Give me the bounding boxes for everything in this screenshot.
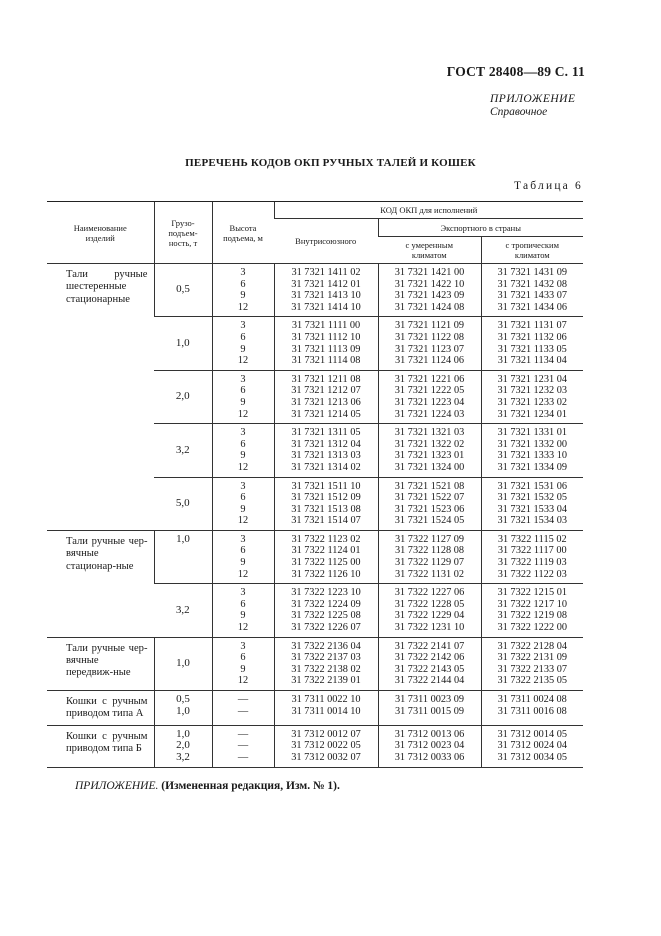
domestic-code-cell	[274, 317, 378, 370]
tropical-code-cell	[481, 264, 583, 317]
product-name: Кошки с ручным приводом типа Б	[47, 725, 154, 767]
height-cell-line: 9	[240, 290, 246, 302]
temperate-code-cell-line: 31 7321 1323 01	[394, 450, 465, 462]
footnote	[75, 780, 340, 792]
capacity-cell: 1,0	[154, 317, 212, 370]
tropical-code-cell-line: 31 7312 0034 05	[497, 752, 567, 763]
height-cell-line: 9	[240, 396, 246, 408]
height-cell	[212, 317, 274, 370]
height-cell	[212, 725, 274, 767]
height-cell-line: —	[237, 752, 249, 763]
temperate-code-cell-line: 31 7312 0013 06	[394, 728, 465, 740]
temperate-code-cell-line: 31 7322 1231 10	[394, 622, 465, 634]
tropical-code-cell-line: 31 7321 1431 09	[497, 267, 567, 278]
domestic-code-cell-line: 31 7321 1513 08	[291, 503, 361, 515]
capacity-cell: 3,2	[154, 424, 212, 477]
table-row	[47, 264, 583, 317]
domestic-code-cell-line: 31 7321 1512 09	[291, 492, 361, 504]
capacity-cell-line: 0,5	[176, 693, 190, 705]
tropical-code-cell-line: 31 7322 1122 03	[497, 568, 567, 580]
height-cell-line: 3	[240, 587, 246, 599]
temperate-code-cell	[378, 530, 481, 583]
height-cell-line: 9	[240, 610, 246, 622]
table-row	[47, 725, 583, 767]
header-export: Экспортного в страны	[378, 219, 583, 237]
temperate-code-cell-line: 31 7321 1321 03	[394, 427, 465, 439]
domestic-code-cell-line: 31 7321 1214 05	[291, 408, 361, 420]
height-cell-line: 12	[237, 675, 249, 687]
height-cell-line: 3	[240, 533, 246, 545]
height-cell-line: 3	[240, 373, 246, 385]
product-name: Тали ручные чер-вячные передвиж-ные	[47, 637, 154, 690]
height-cell-line: 3	[240, 267, 246, 278]
temperate-code-cell-line: 31 7312 0023 04	[394, 740, 465, 752]
temperate-code-cell	[378, 637, 481, 690]
domestic-code-cell-line: 31 7321 1312 04	[291, 438, 361, 450]
height-cell-line: 6	[240, 331, 246, 343]
tropical-code-cell-line: 31 7321 1534 03	[497, 515, 567, 527]
document-title: ПЕРЕЧЕНЬ КОДОВ ОКП РУЧНЫХ ТАЛЕЙ И КОШЕК	[185, 157, 476, 169]
temperate-code-cell-line: 31 7321 1422 10	[394, 278, 465, 290]
product-name: Кошки с ручным приводом типа А	[47, 691, 154, 726]
temperate-code-cell	[378, 424, 481, 477]
domestic-code-cell	[274, 264, 378, 317]
product-name: Тали ручные шестеренные стационарные	[47, 264, 154, 531]
tropical-code-cell-line: 31 7321 1234 01	[497, 408, 567, 420]
height-cell	[212, 264, 274, 317]
temperate-code-cell-line: 31 7322 1129 07	[394, 557, 465, 569]
temperate-code-cell-line: 31 7311 0023 09	[394, 694, 465, 705]
tropical-code-cell-line: 31 7322 1115 02	[497, 533, 567, 545]
tropical-code-cell-line: 31 7311 0024 08	[497, 694, 567, 705]
height-cell-line: 6	[240, 652, 246, 664]
appendix-type: Справочное	[490, 106, 548, 118]
temperate-code-cell-line: 31 7321 1523 06	[394, 503, 465, 515]
domestic-code-cell	[274, 530, 378, 583]
tropical-code-cell-line: 31 7311 0016 08	[497, 705, 567, 717]
temperate-code-cell-line: 31 7322 1229 04	[394, 610, 465, 622]
capacity-cell-line: 1,0	[176, 727, 190, 740]
domestic-code-cell-line: 31 7322 2139 01	[291, 675, 361, 687]
temperate-code-cell-line: 31 7321 1421 00	[394, 267, 465, 278]
height-cell-line: —	[237, 705, 249, 717]
capacity-cell: 3,2	[154, 584, 212, 637]
tropical-code-cell-line: 31 7321 1331 01	[497, 427, 567, 439]
height-cell	[212, 477, 274, 530]
temperate-code-cell-line: 31 7321 1423 09	[394, 290, 465, 302]
header-capacity: Грузо-подъем-ность, т	[154, 202, 212, 264]
temperate-code-cell-line: 31 7312 0033 06	[394, 752, 465, 763]
domestic-code-cell-line: 31 7321 1414 10	[291, 301, 361, 313]
temperate-code-cell-line: 31 7321 1123 07	[394, 343, 465, 355]
temperate-code-cell-line: 31 7321 1122 08	[394, 331, 465, 343]
domestic-code-cell	[274, 725, 378, 767]
height-cell-line: 3	[240, 480, 246, 492]
temperate-code-cell-line: 31 7321 1222 05	[394, 385, 465, 397]
header-name: Наименование изделий	[47, 202, 154, 264]
domestic-code-cell	[274, 424, 378, 477]
capacity-cell-line: 3,2	[176, 751, 190, 763]
domestic-code-cell-line: 31 7321 1412 01	[291, 278, 361, 290]
tropical-code-cell-line: 31 7312 0024 04	[497, 740, 567, 752]
tropical-code-cell	[481, 725, 583, 767]
tropical-code-cell-line: 31 7322 1215 01	[497, 587, 567, 599]
height-cell-line: 6	[240, 278, 246, 290]
temperate-code-cell-line: 31 7322 1131 02	[394, 568, 465, 580]
tropical-code-cell-line: 31 7322 2128 04	[497, 640, 567, 652]
tropical-code-cell-line: 31 7322 2133 07	[497, 663, 567, 675]
domestic-code-cell-line: 31 7311 0014 10	[291, 705, 361, 717]
temperate-code-cell-line: 31 7322 1228 05	[394, 598, 465, 610]
capacity-cell: 1,0	[154, 530, 212, 583]
temperate-code-cell-line: 31 7322 2144 04	[394, 675, 465, 687]
tropical-code-cell	[481, 477, 583, 530]
capacity-cell: 0,5	[154, 264, 212, 317]
tropical-code-cell-line: 31 7321 1232 03	[497, 385, 567, 397]
height-cell-line: 12	[237, 355, 249, 367]
temperate-code-cell-line: 31 7322 1127 09	[394, 533, 465, 545]
tropical-code-cell-line: 31 7321 1532 05	[497, 492, 567, 504]
temperate-code-cell-line: 31 7322 2141 07	[394, 640, 465, 652]
tropical-code-cell-line: 31 7322 2135 05	[497, 675, 567, 687]
temperate-code-cell	[378, 725, 481, 767]
temperate-code-cell-line: 31 7321 1522 07	[394, 492, 465, 504]
height-cell	[212, 691, 274, 726]
tropical-code-cell-line: 31 7322 1217 10	[497, 598, 567, 610]
temperate-code-cell	[378, 584, 481, 637]
domestic-code-cell-line: 31 7312 0022 05	[291, 740, 361, 752]
domestic-code-cell-line: 31 7321 1212 07	[291, 385, 361, 397]
tropical-code-cell-line: 31 7321 1434 06	[497, 301, 567, 313]
table-number: Таблица 6	[514, 180, 583, 192]
header-height: Высота подъема, м	[212, 202, 274, 264]
table-header	[47, 202, 583, 264]
temperate-code-cell-line: 31 7321 1424 08	[394, 301, 465, 313]
tropical-code-cell-line: 31 7322 2131 09	[497, 652, 567, 664]
tropical-code-cell-line: 31 7321 1231 04	[497, 373, 567, 385]
height-cell-line: 3	[240, 640, 246, 652]
height-cell-line: 9	[240, 343, 246, 355]
domestic-code-cell-line: 31 7322 1123 02	[291, 533, 361, 545]
domestic-code-cell-line: 31 7321 1113 09	[291, 343, 361, 355]
domestic-code-cell-line: 31 7321 1514 07	[291, 515, 361, 527]
height-cell-line: 6	[240, 492, 246, 504]
temperate-code-cell-line: 31 7322 2142 06	[394, 652, 465, 664]
tropical-code-cell-line: 31 7321 1533 04	[497, 503, 567, 515]
domestic-code-cell	[274, 637, 378, 690]
height-cell-line: 9	[240, 450, 246, 462]
table-row	[47, 691, 583, 726]
tropical-code-cell-line: 31 7322 1119 03	[497, 557, 567, 569]
tropical-code-cell-line: 31 7321 1233 02	[497, 396, 567, 408]
temperate-code-cell-line: 31 7321 1324 00	[394, 461, 465, 473]
capacity-cell: 2,0	[154, 370, 212, 423]
product-name: Тали ручные чер-вячные стационар-ные	[47, 530, 154, 637]
tropical-code-cell-line: 31 7322 1219 08	[497, 610, 567, 622]
header-okp-code: КОД ОКП для исполнений	[274, 202, 583, 219]
domestic-code-cell	[274, 477, 378, 530]
height-cell-line: 12	[237, 301, 249, 313]
domestic-code-cell-line: 31 7321 1111 00	[291, 320, 361, 332]
height-cell-line: —	[237, 740, 249, 752]
tropical-code-cell	[481, 317, 583, 370]
height-cell-line: 12	[237, 461, 249, 473]
temperate-code-cell-line: 31 7321 1221 06	[394, 373, 465, 385]
temperate-code-cell	[378, 264, 481, 317]
domestic-code-cell-line: 31 7322 1224 09	[291, 598, 361, 610]
appendix-title: ПРИЛОЖЕНИЕ	[490, 93, 576, 105]
header-domestic: Внутрисоюзного	[274, 219, 378, 264]
tropical-code-cell-line: 31 7321 1432 08	[497, 278, 567, 290]
height-cell-line: 6	[240, 438, 246, 450]
domestic-code-cell-line: 31 7321 1211 08	[291, 373, 361, 385]
temperate-code-cell	[378, 317, 481, 370]
okp-codes-table	[47, 201, 583, 768]
domestic-code-cell-line: 31 7322 1225 08	[291, 610, 361, 622]
domestic-code-cell-line: 31 7322 1124 01	[291, 545, 361, 557]
temperate-code-cell-line: 31 7311 0015 09	[394, 705, 465, 717]
height-cell-line: —	[237, 728, 249, 740]
tropical-code-cell-line: 31 7321 1132 06	[497, 331, 567, 343]
tropical-code-cell	[481, 691, 583, 726]
domestic-code-cell-line: 31 7321 1313 03	[291, 450, 361, 462]
domestic-code-cell-line: 31 7322 1125 00	[291, 557, 361, 569]
temperate-code-cell-line: 31 7322 2143 05	[394, 663, 465, 675]
tropical-code-cell	[481, 424, 583, 477]
appendix-label	[490, 93, 575, 119]
capacity-cell-line: 2,0	[176, 739, 190, 752]
height-cell-line: 3	[240, 427, 246, 439]
temperate-code-cell-line: 31 7322 1128 08	[394, 545, 465, 557]
table-body	[47, 264, 583, 768]
height-cell-line: 3	[240, 320, 246, 332]
height-cell-line: 6	[240, 598, 246, 610]
domestic-code-cell-line: 31 7312 0032 07	[291, 752, 361, 763]
domestic-code-cell	[274, 584, 378, 637]
height-cell	[212, 370, 274, 423]
temperate-code-cell	[378, 370, 481, 423]
tropical-code-cell-line: 31 7321 1133 05	[497, 343, 567, 355]
domestic-code-cell-line: 31 7321 1311 05	[291, 427, 361, 439]
capacity-cell-line: 1,0	[176, 704, 190, 717]
domestic-code-cell-line: 31 7311 0022 10	[291, 694, 361, 705]
temperate-code-cell-line: 31 7321 1521 08	[394, 480, 465, 492]
temperate-code-cell-line: 31 7321 1524 05	[394, 515, 465, 527]
height-cell-line: 12	[237, 568, 249, 580]
domestic-code-cell-line: 31 7322 1126 10	[291, 568, 361, 580]
tropical-code-cell-line: 31 7321 1334 09	[497, 461, 567, 473]
domestic-code-cell-line: 31 7321 1114 08	[291, 355, 361, 367]
domestic-code-cell-line: 31 7322 2137 03	[291, 652, 361, 664]
temperate-code-cell-line: 31 7321 1124 06	[394, 355, 465, 367]
domestic-code-cell-line: 31 7321 1314 02	[291, 461, 361, 473]
tropical-code-cell	[481, 370, 583, 423]
domestic-code-cell-line: 31 7321 1213 06	[291, 396, 361, 408]
height-cell-line: 6	[240, 385, 246, 397]
domestic-code-cell-line: 31 7322 1223 10	[291, 587, 361, 599]
temperate-code-cell-line: 31 7321 1223 04	[394, 396, 465, 408]
height-cell-line: 6	[240, 545, 246, 557]
height-cell	[212, 530, 274, 583]
tropical-code-cell	[481, 637, 583, 690]
domestic-code-cell	[274, 370, 378, 423]
temperate-code-cell-line: 31 7321 1121 09	[394, 320, 465, 332]
domestic-code-cell-line: 31 7322 2138 02	[291, 663, 361, 675]
footnote-label: ПРИЛОЖЕНИЕ.	[75, 780, 159, 792]
tropical-code-cell-line: 31 7321 1332 00	[497, 438, 567, 450]
tropical-code-cell-line: 31 7312 0014 05	[497, 728, 567, 740]
tropical-code-cell-line: 31 7322 1222 00	[497, 622, 567, 634]
height-cell-line: 12	[237, 515, 249, 527]
height-cell	[212, 424, 274, 477]
domestic-code-cell-line: 31 7312 0012 07	[291, 728, 361, 740]
height-cell-line: 9	[240, 557, 246, 569]
domestic-code-cell	[274, 691, 378, 726]
table-row	[47, 530, 583, 583]
capacity-cell: 1,0	[154, 637, 212, 690]
tropical-code-cell-line: 31 7321 1131 07	[497, 320, 567, 332]
header-temperate-climate: с умеренным климатом	[378, 237, 481, 264]
domestic-code-cell-line: 31 7321 1413 10	[291, 290, 361, 302]
domestic-code-cell-line: 31 7321 1411 02	[291, 267, 361, 278]
domestic-code-cell-line: 31 7322 1226 07	[291, 622, 361, 634]
height-cell	[212, 637, 274, 690]
temperate-code-cell-line: 31 7321 1322 02	[394, 438, 465, 450]
domestic-code-cell-line: 31 7322 2136 04	[291, 640, 361, 652]
tropical-code-cell-line: 31 7322 1117 00	[497, 545, 567, 557]
height-cell-line: 12	[237, 408, 249, 420]
capacity-cell	[154, 691, 212, 726]
height-cell-line: 12	[237, 622, 249, 634]
temperate-code-cell-line: 31 7321 1224 03	[394, 408, 465, 420]
table-row	[47, 637, 583, 690]
height-cell-line: 9	[240, 663, 246, 675]
height-cell-line: —	[237, 694, 249, 705]
page-header-standard: ГОСТ 28408—89 С. 11	[446, 64, 585, 79]
temperate-code-cell-line: 31 7322 1227 06	[394, 587, 465, 599]
height-cell-line: 9	[240, 503, 246, 515]
tropical-code-cell-line: 31 7321 1531 06	[497, 480, 567, 492]
temperate-code-cell	[378, 691, 481, 726]
tropical-code-cell-line: 31 7321 1433 07	[497, 290, 567, 302]
temperate-code-cell	[378, 477, 481, 530]
capacity-cell: 5,0	[154, 477, 212, 530]
tropical-code-cell	[481, 530, 583, 583]
domestic-code-cell-line: 31 7321 1112 10	[291, 331, 361, 343]
height-cell	[212, 584, 274, 637]
tropical-code-cell-line: 31 7321 1333 10	[497, 450, 567, 462]
capacity-cell	[154, 725, 212, 767]
tropical-code-cell-line: 31 7321 1134 04	[497, 355, 567, 367]
footnote-text: (Измененная редакция, Изм. № 1).	[161, 780, 340, 792]
header-tropical-climate: с тропическим климатом	[481, 237, 583, 264]
tropical-code-cell	[481, 584, 583, 637]
domestic-code-cell-line: 31 7321 1511 10	[291, 480, 361, 492]
